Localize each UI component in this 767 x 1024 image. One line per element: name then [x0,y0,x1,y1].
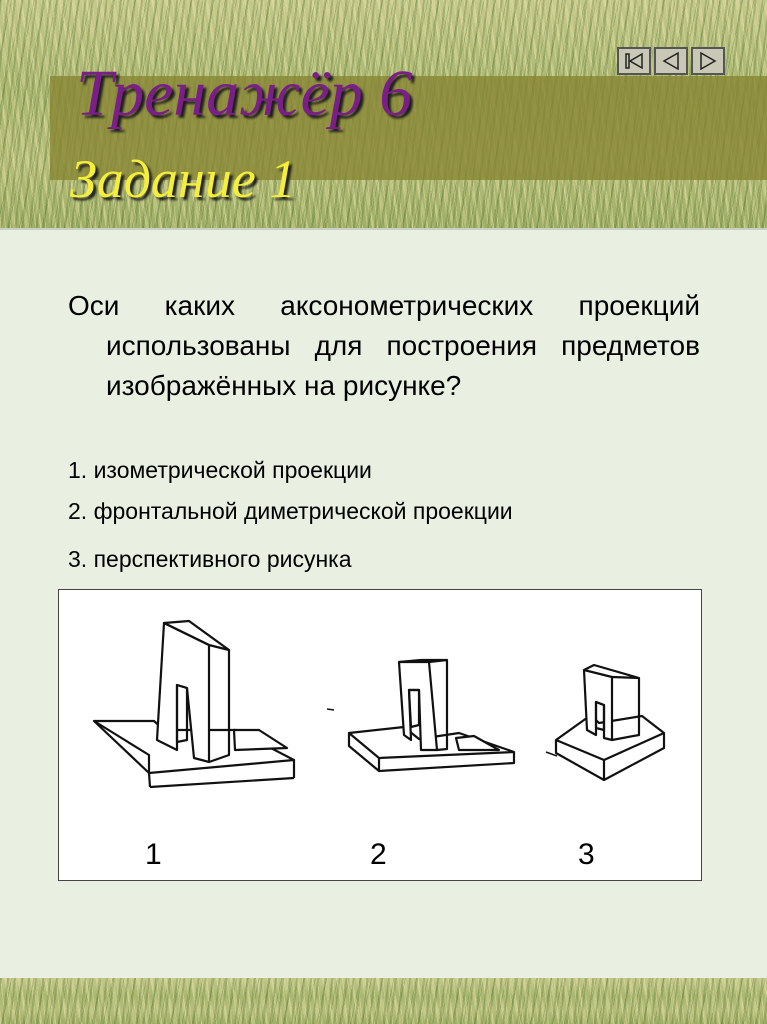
answer-option-1[interactable]: 1. изометрической проекции [68,457,372,483]
figure-label-1: 1 [145,838,162,871]
object-drawing-1 [94,621,294,787]
slide-subtitle: Задание 1 [70,149,297,209]
triangle-left-icon [656,49,686,73]
next-slide-button[interactable] [691,47,725,75]
header-divider [0,228,767,230]
grass-footer-background [0,978,767,1024]
answer-option-2[interactable]: 2. фронтальной диметрической проекции [68,498,513,524]
first-slide-button[interactable] [617,47,651,75]
slide-navigation [617,47,725,75]
object-drawing-3 [546,665,664,780]
previous-slide-button[interactable] [654,47,688,75]
question-text: Оси каких аксонометрических проекций использованы для построения предметов изображённых на рисунке? [68,290,700,401]
figure-label-2: 2 [370,838,387,871]
skip-to-start-icon [619,49,649,73]
slide-title: Тренажёр 6 [76,57,413,130]
triangle-right-icon [693,49,723,73]
figure-label-3: 3 [578,838,595,871]
answer-option-3[interactable]: 3. перспективного рисунка [68,546,352,572]
object-drawing-2 [327,660,514,771]
